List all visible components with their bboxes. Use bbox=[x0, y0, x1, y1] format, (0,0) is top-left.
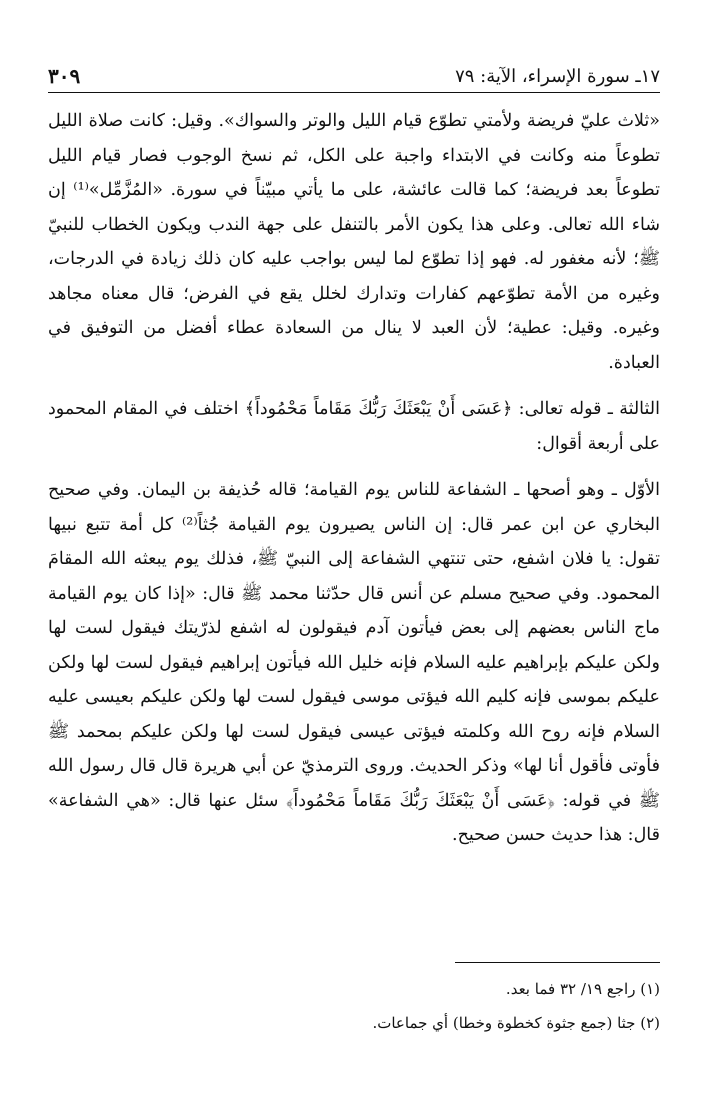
paragraph: «ثلاث عليّ فريضة ولأمتي تطوّع قيام الليل والوتر والسواك». وقيل: كانت صلاة الليل تطوعاً منه وكانت في الابتداء واجبة على الكل، ثم نسخ الوجوب فصار قيام الليل تطوعاً بعد فريضة؛ كما قالت عائشة، على ما يأتي مبيّناً في سورة. «المُزَّمِّل»⁽¹⁾ إن شاء الله تعالى. وعلى هذا يكون الأمر بالتنفل على جهة الندب ويكون الخطاب للنبيّ ﷺ؛ لأنه مغفور له. فهو إذا تطوّع لما ليس بواجب عليه كان ذلك زيادة في الدرجات، وغيره من الأمة تطوّعهم كفارات وتدارك لخلل يقع في الفرض؛ قال معناه مجاهد وغيره. وقيل: عطية؛ لأن العبد لا ينال من السعادة عطاء أفضل من التوفيق في العبادة. bbox=[48, 111, 660, 373]
paragraph: الثالثة ـ قوله تعالى: ﴿عَسَى أَنْ يَبْعَثَكَ رَبُّكَ مَقَاماً مَحْمُوداً﴾ اختلف في المقام المحمود على أربعة أقوال: bbox=[48, 399, 660, 454]
page-number: ٣٠٩ bbox=[48, 64, 81, 88]
paragraph: الأوّل ـ وهو أصحها ـ الشفاعة للناس يوم القيامة؛ قاله حُذيفة بن اليمان. وفي صحيح البخاري عن ابن عمر قال: إن الناس يصيرون يوم القيامة جُثاً⁽²⁾ كل أمة تتبع نبيها تقول: يا فلان اشفع، حتى تنتهي الشفاعة إلى النبيّ ﷺ، فذلك يوم يبعثه الله المقامَ المحمود. وفي صحيح مسلم عن أنس قال حدّثنا محمد ﷺ قال: «إذا كان يوم القيامة ماج الناس بعضهم إلى بعض فيأتون آدم فيقولون له اشفع لذرّيتك فيقول لست لها ولكن عليكم بإبراهيم عليه السلام فإنه خليل الله فيأتون إبراهيم فيقول لست لها ولكن عليكم بموسى فإنه كليم الله فيؤتى موسى فيقول لست لها ولكن عليكم بعيسى عليه السلام فإنه روح الله وكلمته فيؤتى عيسى فيقول لست لها ولكن عليكم بمحمد ﷺ فأوتى فأقول أنا لها» وذكر الحديث. وروى الترمذيّ عن أبي هريرة قال قال رسول الله ﷺ في قوله: ﴿عَسَى أَنْ يَبْعَثَكَ رَبُّكَ مَقَاماً مَحْمُوداً﴾ سئل عنها قال: «هي الشفاعة» قال: هذا حديث حسن صحيح. bbox=[48, 480, 660, 845]
header-rule bbox=[48, 92, 660, 93]
footnote-rule bbox=[455, 962, 660, 963]
book-page bbox=[48, 0, 660, 1097]
main-text bbox=[48, 104, 660, 853]
footnote: (١) راجع ١٩/ ٣٢ فما بعد. bbox=[505, 980, 660, 998]
footnote: (٢) جثا (جمع جثوة كخطوة وخطا) أي جماعات. bbox=[372, 1014, 660, 1032]
footnotes bbox=[48, 972, 660, 1040]
page-header bbox=[48, 62, 660, 90]
running-head: ١٧ـ سورة الإسراء، الآية: ٧٩ bbox=[455, 65, 660, 87]
